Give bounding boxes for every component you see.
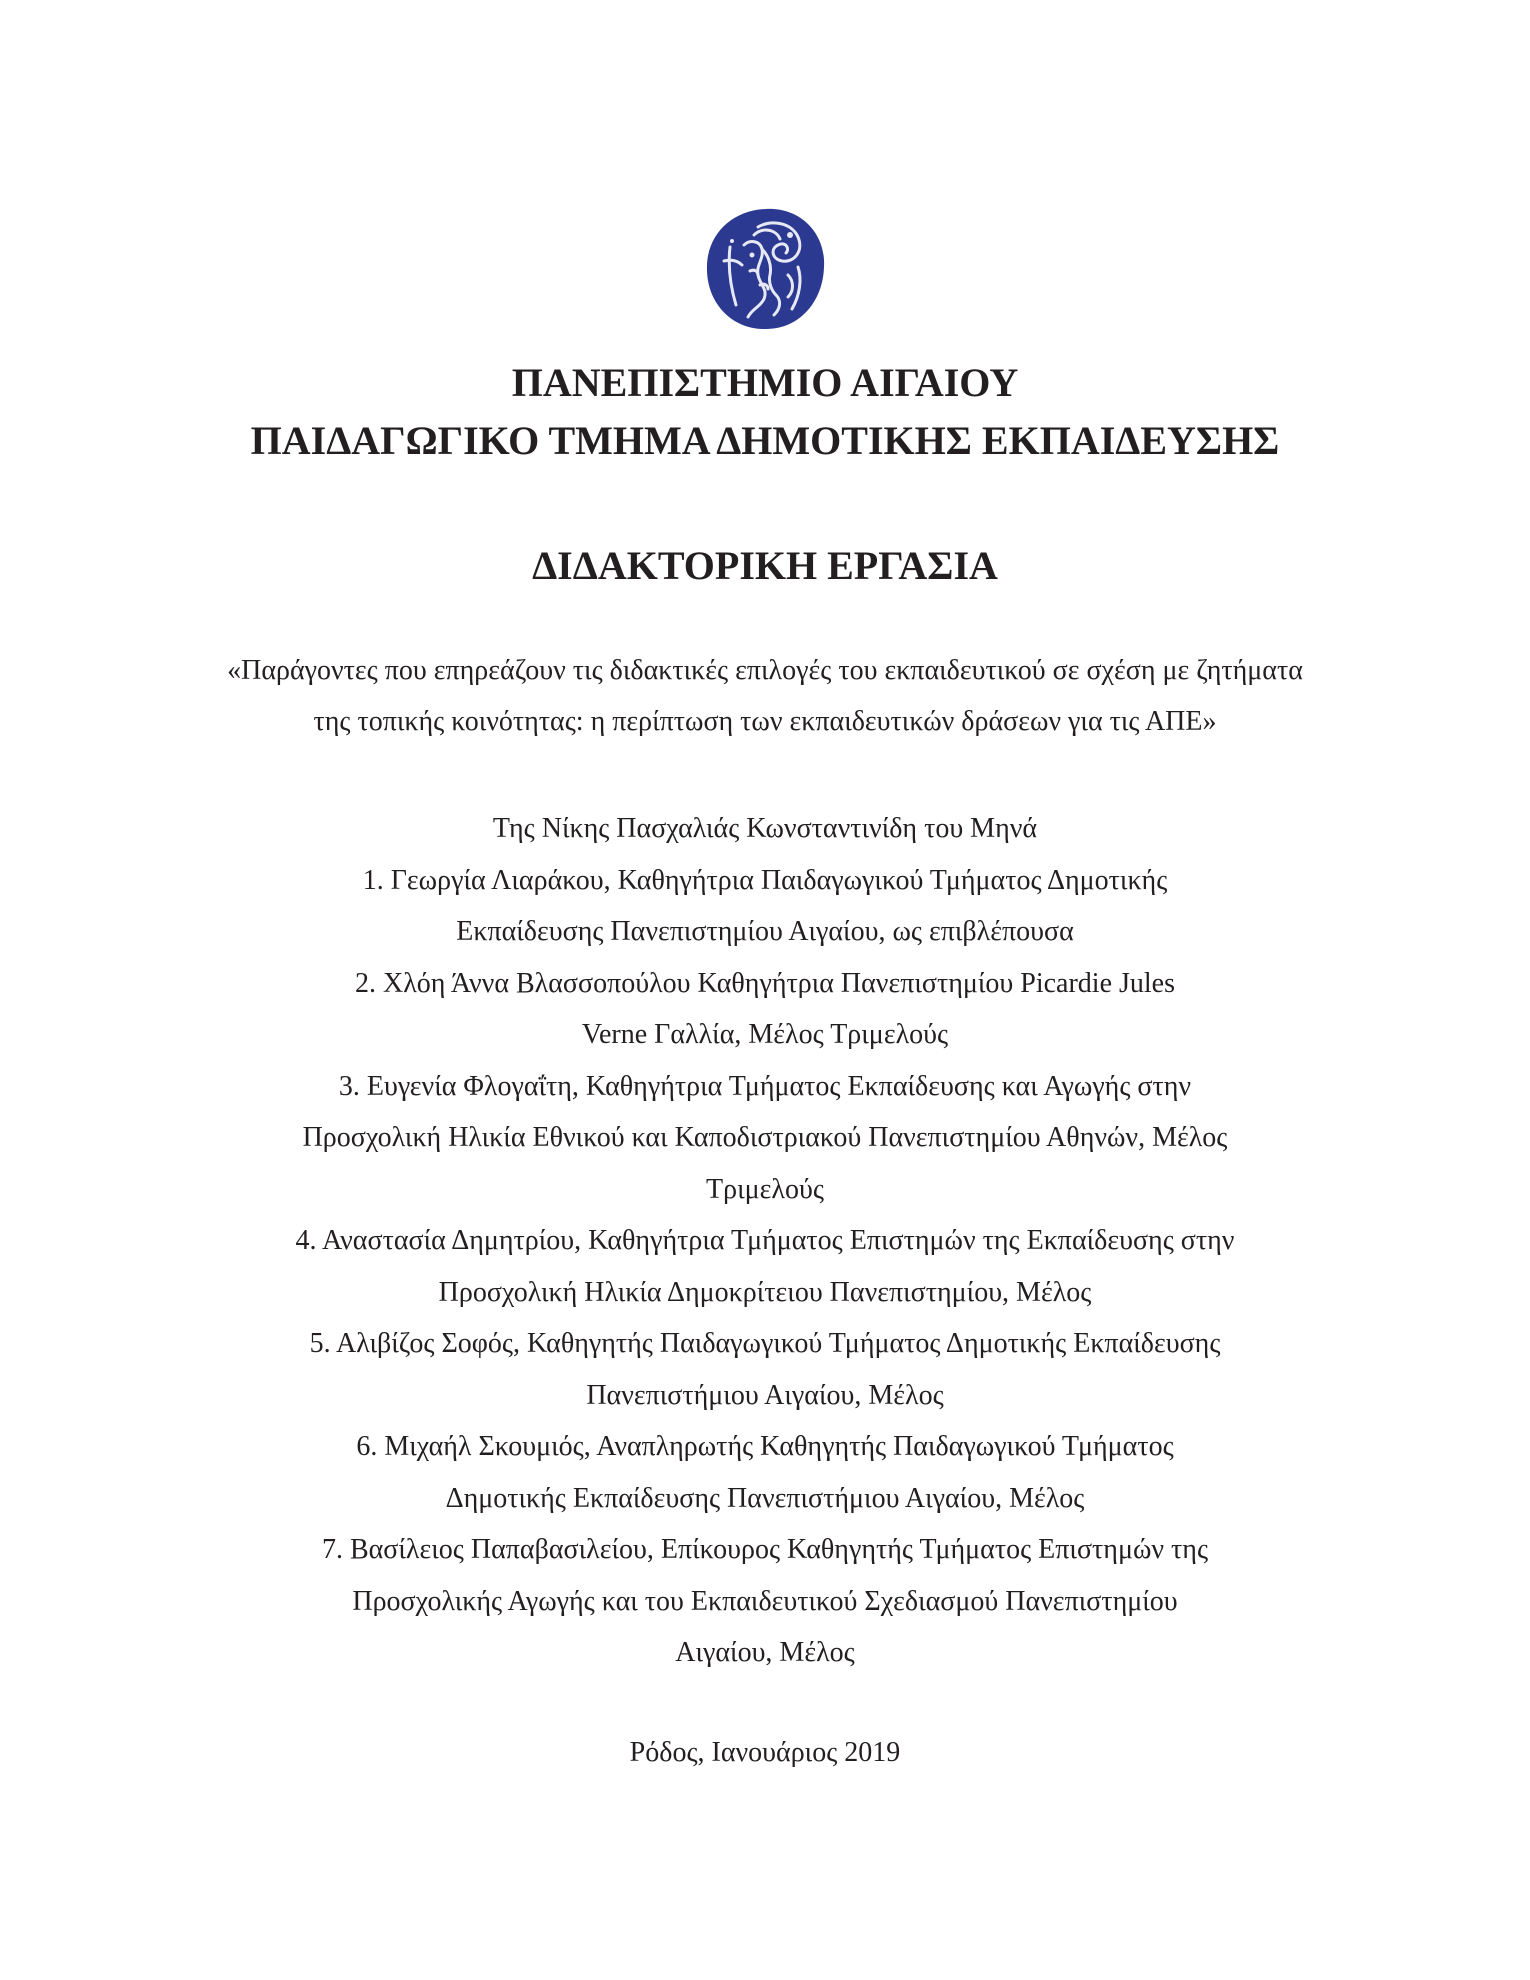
committee-line: Προσχολική Ηλικία Δημοκρίτειου Πανεπιστημίου, Μέλος [438,1276,1092,1308]
committee-line: 2. Χλόη Άννα Βλασσοπούλου Καθηγήτρια Πανεπιστημίου Picardie Jules [354,967,1176,999]
thesis-title [0,645,1530,747]
author-and-committee [0,803,1530,1679]
place-and-date: Ρόδος, Ιανουάριος 2019 [629,1737,901,1768]
committee-line: Τριμελούς [706,1173,824,1205]
committee-line: 5. Αλιβίζος Σοφός, Καθηγητής Παιδαγωγικού Τμήματος Δημοτικής Εκπαίδευσης [309,1328,1221,1359]
university-header [0,354,1530,470]
committee-line: 1. Γεωργία Λιαράκου, Καθηγήτρια Παιδαγωγικού Τμήματος Δημοτικής [362,864,1168,896]
committee-line: 4. Αναστασία Δημητρίου, Καθηγήτρια Τμήματος Επιστημών της Εκπαίδευσης στην [295,1225,1235,1256]
committee-line: Προσχολική Ηλικία Εθνικού και Καποδιστριακού Πανεπιστημίου Αθηνών, Μέλος [302,1122,1228,1153]
author-line: Της Νίκης Πασχαλιάς Κωνσταντινίδη του Μηνά [492,813,1038,844]
committee-line: Αιγαίου, Μέλος [675,1637,855,1668]
thesis-title-line: της τοπικής κοινότητας: η περίπτωση των εκπαιδευτικών δράσεων για τις ΑΠΕ» [313,706,1217,737]
committee-line: 7. Βασίλειος Παπαβασιλείου, Επίκουρος Καθηγητής Τμήματος Επιστημών της [321,1534,1209,1565]
committee-line: Πανεπιστήμιου Αιγαίου, Μέλος [586,1379,944,1411]
university-name: ΠΑΝΕΠΙΣΤΗΜΙΟ ΑΙΓΑΙΟΥ [511,360,1019,405]
committee-line: 3. Ευγενία Φλογαΐτη, Καθηγήτρια Τμήματος Εκπαίδευσης και Αγωγής στην [338,1070,1192,1102]
committee-line: Προσχολικής Αγωγής και του Εκπαιδευτικού Σχεδιασμού Πανεπιστημίου [352,1585,1178,1617]
committee-line: Verne Γαλλία, Μέλος Τριμελούς [581,1019,949,1050]
department-name: ΠΑΙΔΑΓΩΓΙΚΟ ΤΜΗΜΑ ΔΗΜΟΤΙΚΗΣ ΕΚΠΑΙΔΕΥΣΗΣ [250,418,1280,463]
document-type: ΔΙΔΑΚΤΟΡΙΚΗ ΕΡΓΑΣΙΑ [532,543,998,588]
committee-line: 6. Μιχαήλ Σκουμιός, Αναπληρωτής Καθηγητής Παιδαγωγικού Τμήματος [356,1431,1174,1462]
thesis-title-line: «Παράγοντες που επηρεάζουν τις διδακτικές επιλογές του εκπαιδευτικού σε σχέση με ζητήματα [227,655,1303,686]
committee-line: Δημοτικής Εκπαίδευσης Πανεπιστήμιου Αιγαίου, Μέλος [445,1482,1085,1514]
committee-line: Εκπαίδευσης Πανεπιστημίου Αιγαίου, ως επιβλέπουσα [456,916,1074,947]
university-of-the-aegean-seal-icon [702,205,830,333]
